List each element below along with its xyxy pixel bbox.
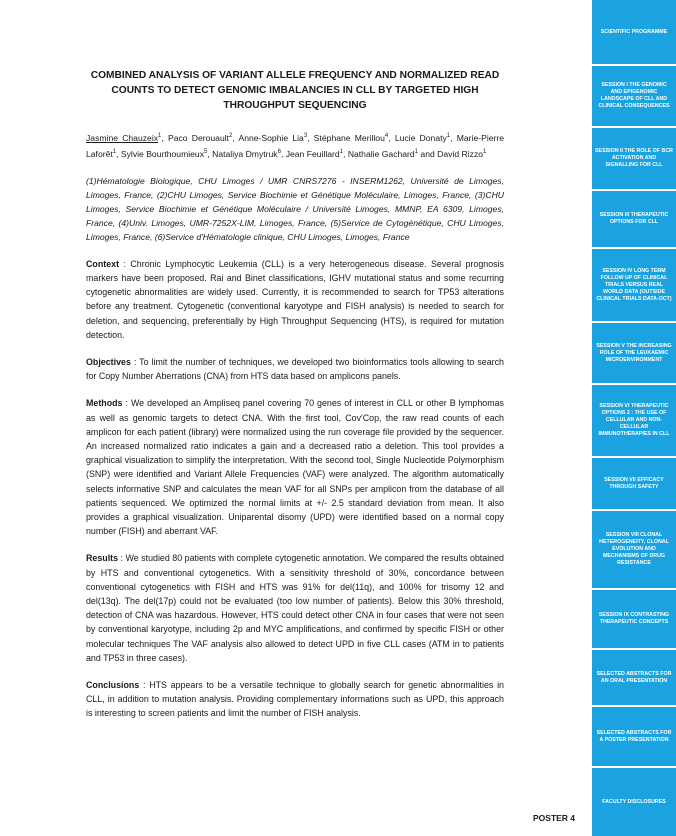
sidebar-item-9[interactable]: SESSION VIII CLONAL HETEROGENEITY, CLONAL EVOLUTION AND MECHANISMS OF DRUG RESISTANCE	[592, 511, 676, 588]
author-affiliation-number: 1	[483, 148, 487, 155]
section-text: We studied 80 patients with complete cytogenetic annotation. We compared the results obtained by HTS and conventional cytogenetics. With a sensitivity threshold of 30%, concordance between conventional cytogenetics with FISH and HTS was 91% for del(11q), and 100% for trisomy 12 and del(13q). The del(17p) could not be evaluated (too low number of patients). Below this 30% threshold, detection of CNA was hazardous. However, HTS could detect other CNA in four cases that were not seen by conventional karyotype, including 2p and MYC amplifications, and confirmed by specific FISH or other molecular techniques The VAF analysis also allowed to detect UPD in five CLL cases (ATM in to patients and TP53 in three cases).	[86, 553, 504, 663]
sidebar-item-8[interactable]: SESSION VII EFFICACY THROUGH SAFETY	[592, 458, 676, 509]
section-label: Methods	[86, 398, 123, 409]
section-text: Chronic Lymphocytic Leukemia (CLL) is a very heterogeneous disease. Several prognosis markers have been proposed. Rai and Binet classifications, IGHV mutational status and some recurring cytogenetic abnormalities are widely used. Currently, it is recommended to search for TP53 alterations before any treatment. Cytogenetic (conventional karyotype and FISH analysis) is needed to search for deletion, and sequencing, preferentially by High Throughput Sequencing (HTS), is required for mutation detection.	[86, 258, 504, 340]
abstract-content	[86, 68, 504, 734]
sidebar-item-13[interactable]: FACULTY DISCLOSURES	[592, 768, 676, 836]
section-context: Context : Chronic Lymphocytic Leukemia (CLL) is a very heterogeneous disease. Several prognosis markers have been proposed. Rai and Binet classifications, IGHV mutational status and some recurring cytogenetic abnormalities are widely used. Currently, it is recommended to search for TP53 alterations before any treatment. Cytogenetic (conventional karyotype and FISH analysis) is needed to search for deletion, and sequencing, preferentially by High Throughput Sequencing (HTS), is required for mutation detection.	[86, 258, 504, 340]
author-list: Jasmine Chauzeix$^1$, Paco Derouault$^2$, Anne-Sophie Lia$^3$, Stéphane Merillou$^4$, Lucie Donaty$^1$, Marie-Pierre Laforêt$^1$, Sylvie Bourthoumieux$^5$, Nataliya Dmytruk$^6$, Jean Feuillard$^1$, Nathalie Gachard$^1$ and David Rizzo$^1$	[86, 132, 505, 159]
author-affiliation-number: 5	[204, 148, 208, 155]
section-label: Conclusions	[86, 680, 140, 690]
sidebar-item-3[interactable]: SESSION II THE ROLE OF BCR ACTIVATION AND SIGNALLING FOR CLL	[592, 128, 676, 189]
abstract-title: COMBINED ANALYSIS OF VARIANT ALLELE FREQUENCY AND NORMALIZED READ COUNTS TO DETECT GENOMIC IMBALANCIES IN CLL BY TARGETED HIGH THROUGHPUT SEQUENCING	[90, 70, 500, 111]
author-name: Marie-Pierre Laforêt	[86, 132, 505, 159]
author-name: Lucie Donaty	[394, 132, 447, 143]
author-affiliation-number: 2	[229, 133, 233, 139]
section-results: Results : We studied 80 patients with complete cytogenetic annotation. We compared the results obtained by HTS and conventional cytogenetics. With a sensitivity threshold of 30%, concordance between conventional cytogenetics with FISH and HTS was 91% for del(11q), and 100% for trisomy 12 and del(13q). The del(17p) could not be evaluated (too low number of patients). Below this 30% threshold, detection of CNA was hazardous. However, HTS could detect other CNA in four cases that were not seen by conventional karyotype, including 2p and MYC amplifications, and confirmed by specific FISH or other molecular techniques The VAF analysis also allowed to detect UPD in five CLL cases (ATM in to patients and TP53 in three cases).	[86, 553, 504, 663]
sidebar-item-10[interactable]: SESSION IX CONTRASTING THERAPEUTIC CONCEPTS	[592, 590, 676, 648]
author-name: Nataliya Dmytruk	[212, 148, 278, 159]
affiliations: (1)Hématologie Biologique, CHU Limoges / UMR CNRS7276 - INSERM1262, Université de Limoges, Limoges, France, (2)CHU Limoges, Service Biochimie et Génétique Moléculaire, Limoges, France, (3)CHU Limoges, Service Biochimie et Génétique Moléculaire / Université Limoges, MMNP, EA 6309, Limoges, France, (4)Univ. Limoges, UMR-7252X-LIM, Limoges, France, (5)Service de Cytogénétique, CHU Limoges, Limoges, France, (6)Service d'Hématologie clinique, CHU Limoges, Limoges, France	[86, 175, 504, 242]
author-name: Paco Derouault	[167, 132, 230, 143]
sidebar-item-4[interactable]: SESSION III THERAPEUTIC OPTIONS FOR CLL	[592, 191, 676, 247]
author-name: David Rizzo	[437, 148, 484, 159]
author-affiliation-number: 1	[414, 148, 419, 155]
sidebar-item-12[interactable]: SELECTED ABSTRACTS FOR A POSTER PRESENTATION	[592, 707, 676, 766]
author-name: Jasmine Chauzeix	[86, 132, 159, 143]
author-affiliation-number: 4	[384, 133, 389, 139]
section-label: Objectives	[86, 356, 131, 367]
poster-number: POSTER 4	[533, 813, 576, 823]
section-text: To limit the number of techniques, we developed two bioinformatics tools allowing to search for Copy Number Aberrations (CNA) from HTS data based on amplicons panels.	[86, 356, 504, 382]
section-navigation	[592, 0, 676, 836]
section-label: Results	[86, 553, 119, 564]
author-affiliation-number: 1	[158, 133, 162, 139]
sidebar-item-7[interactable]: SESSION VI THERAPEUTIC OPTIONS 2 : THE USE OF CELLULAR AND NON-CELLULAR IMMUNOTHERAPIES IN CLL	[592, 385, 676, 456]
section-objectives: Objectives : To limit the number of techniques, we developed two bioinformatics tools allowing to search for Copy Number Aberrations (CNA) from HTS data based on amplicons panels.	[86, 356, 504, 382]
sidebar-item-11[interactable]: SELECTED ABSTRACTS FOR AN ORAL PRESENTATION	[592, 650, 676, 705]
section-text: HTS appears to be a versatile technique to globally search for genetic abnormalities in CLL, in addition to mutation analysis. Providing complementary informations such as UPD, this approach is interesting to screen patients and limit the number of FISH analysis.	[86, 680, 504, 719]
author-name: Stéphane Merillou	[313, 132, 385, 143]
author-name: Jean Feuillard	[285, 148, 340, 159]
author-affiliation-number: 6	[277, 148, 281, 155]
sidebar-item-1[interactable]: SCIENTIFIC PROGRAMME	[592, 0, 676, 64]
sidebar-item-5[interactable]: SESSION IV LONG TERM FOLLOW UP OF CLINICAL TRIALS VERSUS REAL WORLD DATA (OUTSIDE CLINICAL TRIALS DATA-OCT)	[592, 249, 676, 321]
author-affiliation-number: 1	[112, 148, 117, 155]
abstract-sections	[86, 257, 504, 721]
author-name: Sylvie Bourthoumieux	[120, 148, 205, 159]
author-affiliation-number: 3	[303, 133, 308, 139]
author-name: Nathalie Gachard	[347, 148, 415, 159]
section-conclusions: Conclusions : HTS appears to be a versatile technique to globally search for genetic abnormalities in CLL, in addition to mutation analysis. Providing complementary informations such as UPD, this approach is interesting to screen patients and limit the number of FISH analysis.	[86, 680, 504, 719]
section-text: We developed an Ampliseq panel covering 70 genes of interest in CLL or other B lymphomas as well as genomic targets to detect CNA. With the first tool, Cov'Cop, the raw read counts of each amplicon for each patient (library) were normalized using the run coverage file provided by the sequencer. An increased normalized ratio indicates a gain and a decreased ratio a deletion. This tool provides a graphical visualization to simplify the interpretation. With the second tool, Single Nucleotide Polymorphism (SNP) were identified and Variant Allele Frequencies (VAF) were analyzed. The algorithm automatically selects informative SNP and calculates the mean VAF for all SNPs per amplicon from the database of all patients sequenced. We optimized the normal limits at +/- 2.5 standard deviation from mean. It also provides a graphical visualization. Uniparental disomy (UPD) were identified based on a normal copy number (FISH) and aberrant VAF.	[86, 398, 504, 537]
author-name: Anne-Sophie Lia	[238, 132, 304, 143]
section-label: Context	[86, 258, 120, 269]
author-affiliation-number: 1	[339, 148, 344, 155]
section-methods: Methods : We developed an Ampliseq panel covering 70 genes of interest in CLL or other B lymphomas as well as genomic targets to detect CNA. With the first tool, Cov'Cop, the raw read counts of each amplicon for each patient (library) were normalized using the run coverage file provided by the sequencer. An increased normalized ratio indicates a gain and a decreased ratio a deletion. This tool provides a graphical visualization to simplify the interpretation. With the second tool, Single Nucleotide Polymorphism (SNP) were identified and Variant Allele Frequencies (VAF) were analyzed. The algorithm automatically selects informative SNP and calculates the mean VAF for all SNPs per amplicon from the database of all patients sequenced. We optimized the normal limits at +/- 2.5 standard deviation from mean. It also provides a graphical visualization. Uniparental disomy (UPD) were identified based on a normal copy number (FISH) and aberrant VAF.	[86, 398, 504, 537]
sidebar-item-6[interactable]: SESSION V THE INCREASING ROLE OF THE LEUKAEMIC MICROENVIRONMENT	[592, 323, 676, 383]
author-affiliation-number: 1	[446, 133, 451, 139]
sidebar-item-2[interactable]: SESSION I THE GENOMIC AND EPIGENOMIC LANDSCAPE OF CLL AND CLINICAL CONSEQUENCES	[592, 66, 676, 126]
